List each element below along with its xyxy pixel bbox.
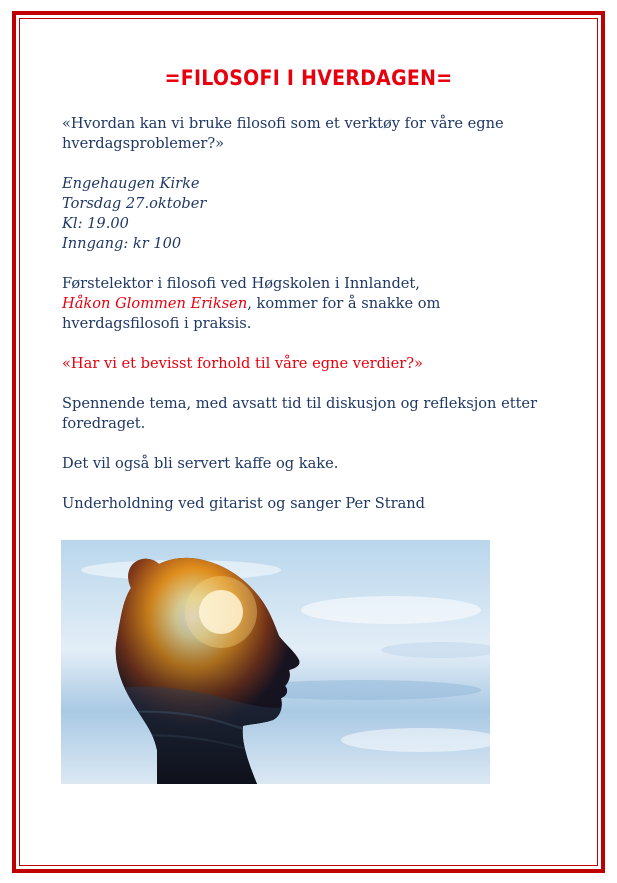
poster-title: =FILOSOFI I HVERDAGEN= [164,66,453,90]
event-entry: Inngang: kr 100 [62,235,182,252]
poster-content [62,114,562,514]
event-date: Torsdag 27.oktober [62,195,207,212]
head-silhouette-photo [61,540,490,784]
event-venue: Engehaugen Kirke [62,175,200,192]
entertainment-text: Underholdning ved gitarist og sanger Per Strand [62,495,426,512]
main-question: «Hvordan kan vi bruke filosofi som et verktøy for våre egne hverdagsproblemer?» [62,115,504,152]
refreshments-text: Det vil også bli servert kaffe og kake. [62,455,339,472]
event-time: Kl: 19.00 [62,215,129,232]
theme-text: Spennende tema, med avsatt tid til diskusjon og refleksjon etter foredraget. [62,395,538,432]
speaker-rest: , kommer for å snakke om hverdagsfilosofi i praksis. [62,295,441,332]
event-details [62,174,562,254]
speaker-paragraph [62,274,562,334]
values-question: «Har vi et bevisst forhold til våre egne verdier?» [62,355,423,372]
speaker-intro: Førstelektor i filosofi ved Høgskolen i Innlandet, [62,275,420,292]
speaker-name: Håkon Glommen Eriksen [62,295,248,312]
